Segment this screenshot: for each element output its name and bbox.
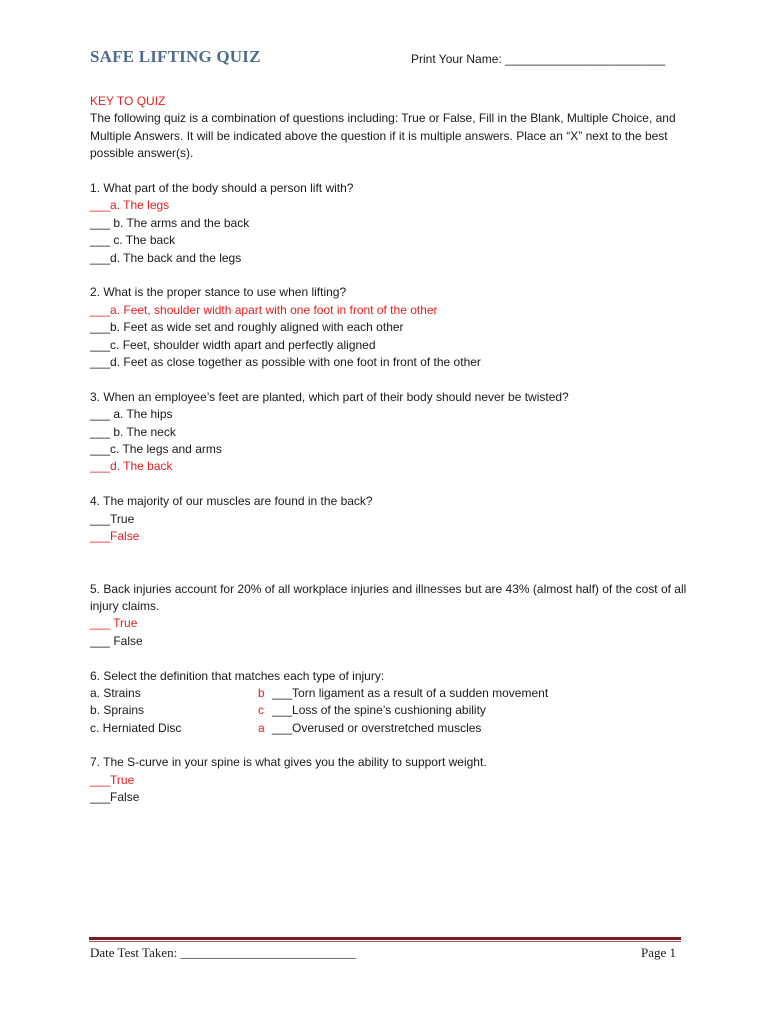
question-1-option-c: ___ c. The back — [90, 233, 176, 248]
quiz-content — [90, 93, 690, 807]
match-row — [90, 685, 690, 702]
quiz-instructions: The following quiz is a combination of questions including: True or False, Fill in the Blank, Multiple Choice, and Multiple Answers. It will be indicated above the question if it is multiple answers. Place an “X” next to the best possible answer(s). — [90, 111, 676, 161]
question-3-option-a: ___ a. The hips — [90, 407, 173, 422]
injury-type: b. Sprains — [90, 703, 145, 718]
question-1: 1. What part of the body should a person lift with? — [90, 181, 354, 196]
footer-divider — [89, 937, 681, 940]
question-3: 3. When an employee’s feet are planted, which part of their body should never be twisted? — [90, 389, 569, 404]
question-1-option-a: ___a. The legs — [90, 198, 170, 213]
injury-type: c. Herniated Disc — [90, 720, 182, 735]
question-3-option-d: ___d. The back — [90, 459, 173, 474]
injury-type: a. Strains — [90, 685, 141, 700]
question-2: 2. What is the proper stance to use when lifting? — [90, 285, 347, 300]
question-2-option-b: ___b. Feet as wide set and roughly aligned with each other — [90, 320, 404, 335]
injury-definition: ___Loss of the spine’s cushioning ability — [272, 703, 486, 718]
footer-divider-thin — [89, 941, 681, 942]
question-7-option-true: ___True — [90, 772, 135, 787]
question-3-option-c: ___c. The legs and arms — [90, 442, 222, 457]
page-number: Page 1 — [641, 945, 677, 960]
question-5-option-true: ___ True — [90, 616, 138, 631]
question-4-option-true: ___True — [90, 511, 135, 526]
injury-definition: ___Overused or overstretched muscles — [272, 720, 482, 735]
question-2-option-d: ___d. Feet as close together as possible with one foot in front of the other — [90, 355, 481, 370]
question-5-option-false: ___ False — [90, 633, 143, 648]
question-1-option-d: ___d. The back and the legs — [90, 250, 242, 265]
question-4: 4. The majority of our muscles are found in the back? — [90, 494, 373, 509]
question-3-option-b: ___ b. The neck — [90, 424, 176, 439]
page-title: SAFE LIFTING QUIZ — [90, 47, 261, 66]
question-2-option-a: ___a. Feet, shoulder width apart with one foot in front of the other — [90, 302, 438, 317]
question-4-option-false: ___False — [90, 529, 140, 544]
answer-key-label: KEY TO QUIZ — [90, 94, 166, 108]
question-6: 6. Select the definition that matches each type of injury: — [90, 668, 385, 683]
date-taken-field: Date Test Taken: ___________________________ — [90, 945, 356, 960]
match-row — [90, 702, 690, 719]
print-name-field: Print Your Name: ________________________ — [411, 52, 666, 66]
injury-definition: ___Torn ligament as a result of a sudden movement — [272, 685, 549, 700]
question-7: 7. The S-curve in your spine is what gives you the ability to support weight. — [90, 755, 487, 770]
match-answer: a — [258, 720, 265, 735]
question-2-option-c: ___c. Feet, shoulder width apart and perfectly aligned — [90, 337, 376, 352]
question-5: 5. Back injuries account for 20% of all workplace injuries and illnesses but are 43% (almost half) of the cost of all injury claims. — [90, 581, 687, 613]
question-7-option-false: ___False — [90, 790, 140, 805]
question-1-option-b: ___ b. The arms and the back — [90, 215, 250, 230]
match-answer: b — [258, 685, 265, 700]
match-answer: c — [258, 703, 264, 718]
match-row — [90, 720, 690, 737]
